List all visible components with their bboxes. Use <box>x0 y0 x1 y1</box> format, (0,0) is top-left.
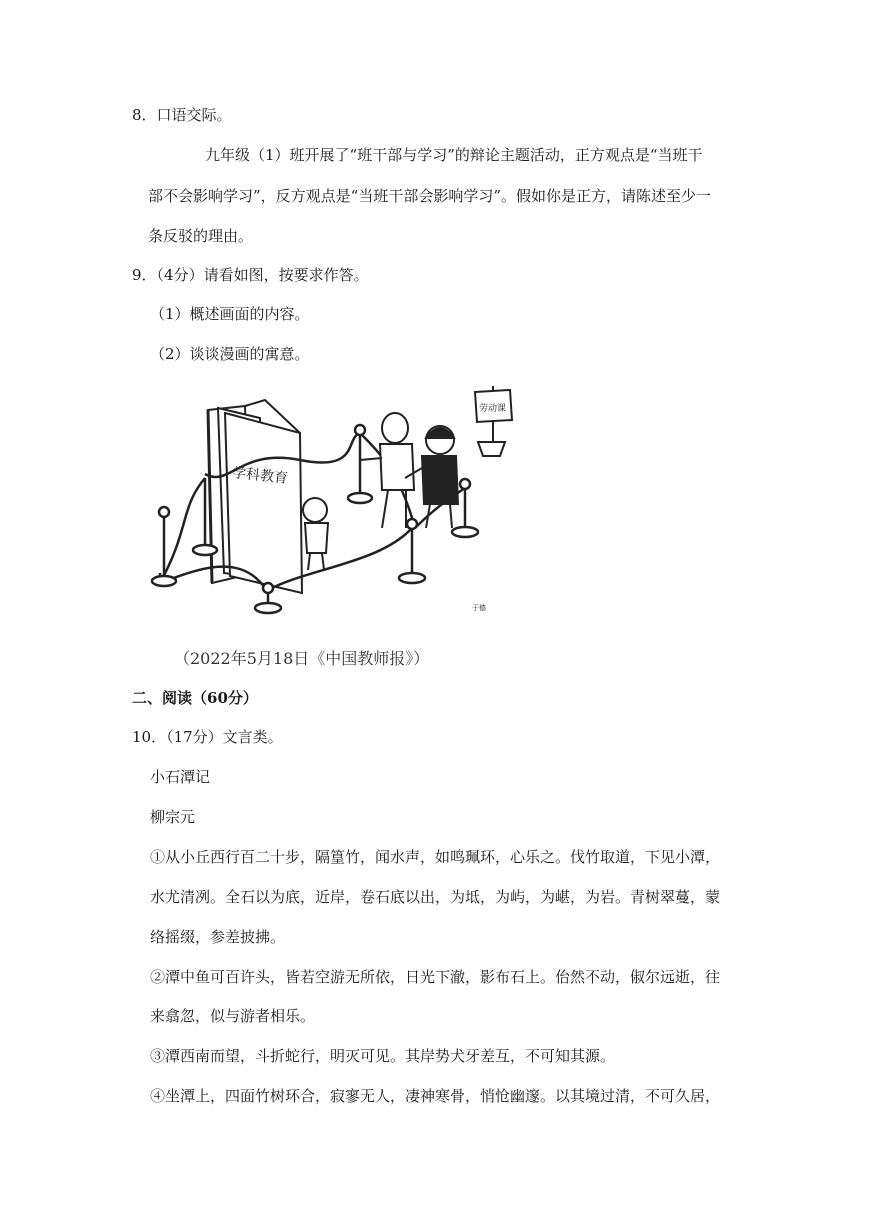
giant-book <box>208 400 302 593</box>
child-figure <box>303 498 328 570</box>
cartoon-author: 于德 <box>472 604 486 612</box>
q8-title: 8．口语交际。 <box>132 106 232 124</box>
article-line-3: 络摇缀，参差披拂。 <box>150 928 286 946</box>
article-line-2: 水尤清冽。全石以为底，近岸，卷石底以出，为坻，为屿，为嵁，为岩。青树翠蔓，蒙 <box>150 888 721 906</box>
adult-figure-1 <box>360 413 414 528</box>
article-line-6: ③潭西南而望，斗折蛇行，明灭可见。其岸势犬牙差互，不可知其源。 <box>150 1047 616 1065</box>
book-text: 学科教育 <box>231 465 289 487</box>
sign-board <box>475 386 512 456</box>
sign-text: 劳动课 <box>479 404 507 414</box>
q8-para-line-3: 条反驳的理由。 <box>148 227 254 245</box>
q9-sub2: （2）谈谈漫画的寓意。 <box>150 345 310 363</box>
article-line-1: ①从小丘西行百二十步，隔篁竹，闻水声，如鸣珮环，心乐之。伐竹取道，下见小潭， <box>150 848 721 866</box>
article-line-5: 来翕忽，似与游者相乐。 <box>150 1007 316 1025</box>
q8-para-line-2: 部不会影响学习”，反方观点是“当班干部会影响学习”。假如你是正方，请陈述至少一 <box>148 187 712 205</box>
q10-title: 10．（17分）文言类。 <box>132 728 283 746</box>
article-line-4: ②潭中鱼可百许头，皆若空游无所依，日光下澈，影布石上。佁然不动，俶尔远逝，往 <box>150 968 721 986</box>
cartoon-caption: （2022年5月18日《中国教师报》） <box>174 649 430 668</box>
q8-para-line-1: 九年级（1）班开展了“班干部与学习”的辩论主题活动，正方观点是“当班干 <box>205 146 703 164</box>
section-title: 二、阅读（60分） <box>132 689 258 707</box>
article-title: 小石潭记 <box>150 768 211 786</box>
q9-title: 9．（4分）请看如图，按要求作答。 <box>132 266 369 284</box>
article-author: 柳宗元 <box>150 808 196 826</box>
article-line-7: ④坐潭上，四面竹树环合，寂寥无人，凄神寒骨，悄怆幽邃。以其境过清，不可久居， <box>150 1087 721 1105</box>
q9-sub1: （1）概述画面的内容。 <box>150 305 310 323</box>
cartoon-illustration <box>150 378 522 676</box>
